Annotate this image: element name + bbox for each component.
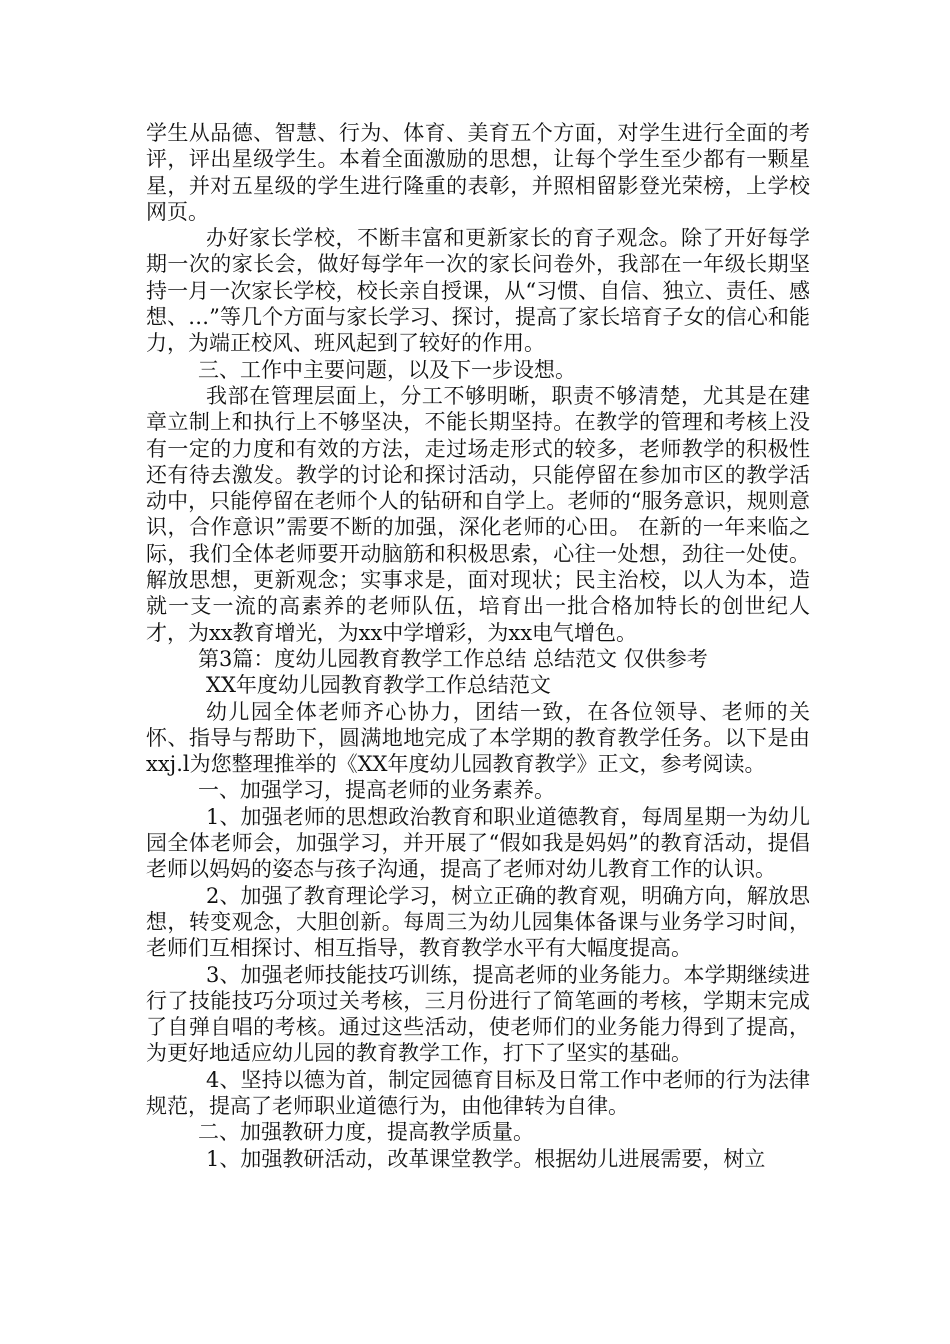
list-item-research-1: 1、加强教研活动，改革课堂教学。根据幼儿进展需要，树立 [206, 1146, 766, 1171]
paragraph-management-issues: 我部在管理层面上，分工不够明晰，职责不够清楚，尤其是在建章立制上和执行上不够坚决，不能长期坚持。在教学的管理和考核上没有一定的力度和有效的方法，走过场走形式的较多，老师教学的积极性还有待去激发。教学的讨论和探讨活动，只能停留在参加市区的教学活动中，只能停留在老师个人的钻研和自学上。老师的“服务意识，规则意识，合作意识”需要不断的加强，深化老师的心田。 在新的一年来临之际，我们全体老师要开动脑筋和积极思索，心往一处想，劲往一处使。解放思想，更新观念；实事求是，面对现状；民主治校，以人为本，造就一支一流的高素养的老师队伍，培育出一批合格加特长的创世纪人才，为xx教育增光，为xx中学增彩，为xx电气增色。 [146, 383, 810, 645]
paragraph-intro: 幼儿园全体老师齐心协力，团结一致，在各位领导、老师的关怀、指导与帮助下，圆满地地完成了本学期的教育教学任务。以下是由xxj.l为您整理推举的《XX年度幼儿园教育教学》正文，参考阅读。 [146, 699, 810, 777]
paragraph-parent-school: 办好家长学校，不断丰富和更新家长的育子观念。除了开好每学期一次的家长会，做好每学年一次的家长问卷外，我部在一年级长期坚持一月一次家长学校，校长亲自授课，从“习惯、自信、独立、责任、感想、…”等几个方面与家长学习、探讨，提高了家长培育子女的信心和能力，为端正校风、班风起到了较好的作用。 [146, 226, 810, 356]
article-heading-part3: 第3篇：度幼儿园教育教学工作总结 总结范文 仅供参考 [198, 646, 708, 671]
list-item-4: 4、坚持以德为首，制定园德育目标及日常工作中老师的行为法律规范，提高了老师职业道德行为，由他律转为自律。 [146, 1067, 810, 1118]
section-heading-study: 一、加强学习，提高老师的业务素养。 [198, 778, 555, 803]
document-body [146, 120, 810, 1172]
section-heading-research: 二、加强教研力度，提高教学质量。 [198, 1120, 534, 1145]
paragraph-star-evaluation: 学生从品德、智慧、行为、体育、美育五个方面，对学生进行全面的考评，评出星级学生。本着全面激励的思想，让每个学生至少都有一颗星星，并对五星级的学生进行隆重的表彰，并照相留影登光荣榜，上学校网页。 [146, 121, 810, 224]
list-item-2: 2、加强了教育理论学习，树立正确的教育观，明确方向，解放思想，转变观念，大胆创新。每周三为幼儿园集体备课与业务学习时间，老师们互相探讨、相互指导，教育教学水平有大幅度提高。 [146, 883, 810, 961]
article-title: XX年度幼儿园教育教学工作总结范文 [206, 673, 551, 698]
section-heading-problems: 三、工作中主要问题，以及下一步设想。 [198, 357, 576, 382]
list-item-3: 3、加强老师技能技巧训练，提高老师的业务能力。本学期继续进行了技能技巧分项过关考核，三月份进行了简笔画的考核，学期末完成了自弹自唱的考核。通过这些活动，使老师们的业务能力得到了提高，为更好地适应幼儿园的教育教学工作，打下了坚实的基础。 [146, 962, 810, 1066]
list-item-1: 1、加强老师的思想政治教育和职业道德教育，每周星期一为幼儿园全体老师会，加强学习，并开展了“假如我是妈妈”的教育活动，提倡老师以妈妈的姿态与孩子沟通，提高了老师对幼儿教育工作的认识。 [146, 804, 810, 882]
